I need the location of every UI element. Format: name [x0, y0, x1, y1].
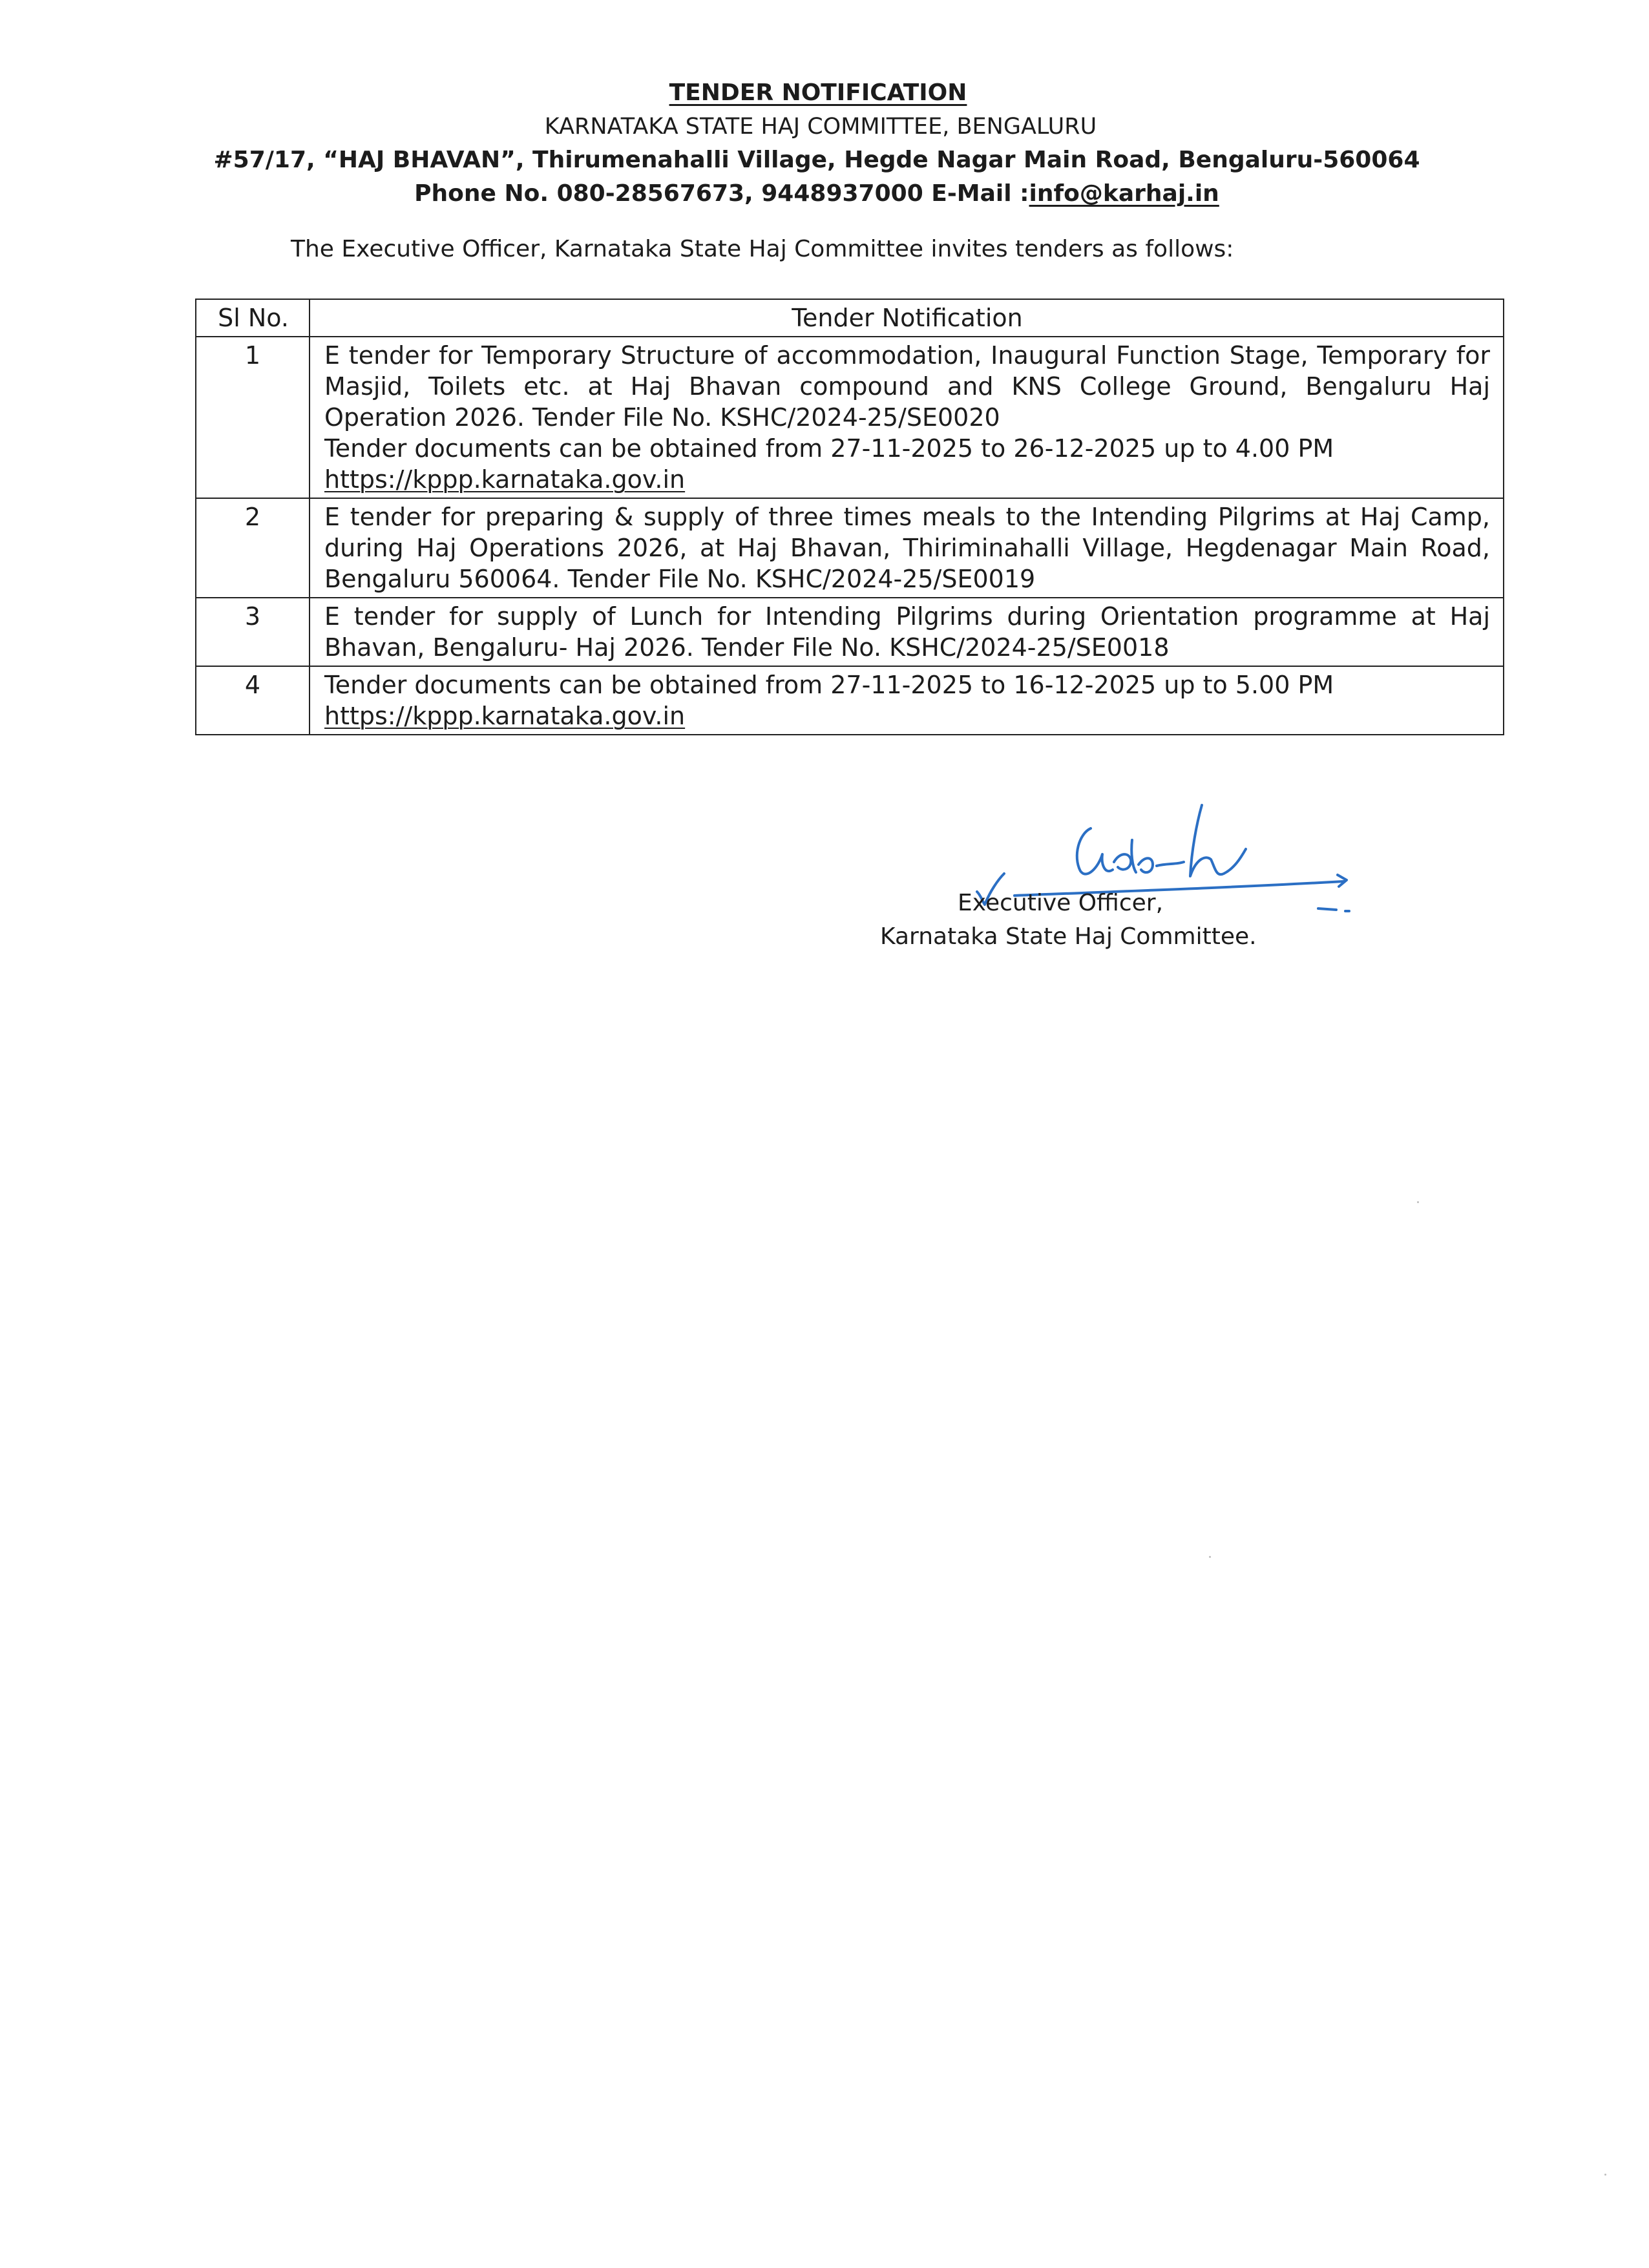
sl-no-cell: 2: [196, 498, 310, 598]
phone-label: Phone No. 080-28567673, 9448937000 E-Mail :: [414, 180, 1029, 207]
table-row: [196, 598, 1504, 666]
scan-speck: [1604, 2174, 1606, 2176]
tender-description-cell: [310, 337, 1504, 498]
tender-description: E tender for Temporary Structure of accommodation, Inaugural Function Stage, Temporary for Masjid, Toilets etc. at Haj Bhavan compound and KNS College Ground, Bengaluru Haj Operation 2026. Tender File No. KSHC/2024-25/SE0020: [324, 341, 1490, 432]
tender-table: [195, 299, 1504, 735]
tender-documents-period: Tender documents can be obtained from 27-11-2025 to 26-12-2025 up to 4.00 PM: [324, 434, 1334, 463]
organisation-name: KARNATAKA STATE HAJ COMMITTEE, BENGALURU: [544, 114, 1097, 140]
scan-speck: [1417, 1201, 1419, 1203]
letterhead: [0, 76, 1649, 211]
organisation-address: #57/17, “HAJ BHAVAN”, Thirumenahalli Village, Hegde Nagar Main Road, Bengaluru-560064: [213, 147, 1420, 173]
tender-description: E tender for preparing & supply of three times meals to the Intending Pilgrims at Haj Camp, during Haj Operations 2026, at Haj Bhavan, Thiriminahalli Village, Hegdenagar Main Road, Bengaluru 560064. Tender File No. KSHC/2024-25/SE0019: [324, 503, 1490, 593]
table-row: [196, 666, 1504, 735]
table-header-row: [196, 299, 1504, 337]
sl-no-cell: 3: [196, 598, 310, 666]
document-title: TENDER NOTIFICATION: [669, 79, 967, 106]
tender-description-cell: [310, 498, 1504, 598]
sl-no-cell: 1: [196, 337, 310, 498]
sl-no-header: Sl No.: [196, 299, 310, 337]
table-row: [196, 337, 1504, 498]
table-row: [196, 498, 1504, 598]
tender-description-cell: [310, 666, 1504, 735]
portal-link[interactable]: https://kppp.karnataka.gov.in: [324, 702, 686, 730]
tender-notification-header: Tender Notification: [310, 299, 1504, 337]
tender-documents-period: Tender documents can be obtained from 27-11-2025 to 16-12-2025 up to 5.00 PM: [324, 671, 1334, 699]
scan-speck: [1209, 1556, 1211, 1558]
signatory-organisation: Karnataka State Haj Committee.: [880, 923, 1257, 950]
sl-no-cell: 4: [196, 666, 310, 735]
contact-line: [0, 177, 1649, 211]
signatory-block: [880, 887, 1257, 954]
email-link[interactable]: info@karhaj.in: [1029, 180, 1219, 207]
portal-link[interactable]: https://kppp.karnataka.gov.in: [324, 465, 686, 494]
signatory-designation: Executive Officer,: [958, 890, 1164, 916]
tender-description: E tender for supply of Lunch for Intending Pilgrims during Orientation programme at Haj Bhavan, Bengaluru- Haj 2026. Tender File No. KSHC/2024-25/SE0018: [324, 602, 1490, 662]
intro-paragraph: The Executive Officer, Karnataka State Haj Committee invites tenders as follows:: [291, 236, 1234, 262]
tender-description-cell: [310, 598, 1504, 666]
